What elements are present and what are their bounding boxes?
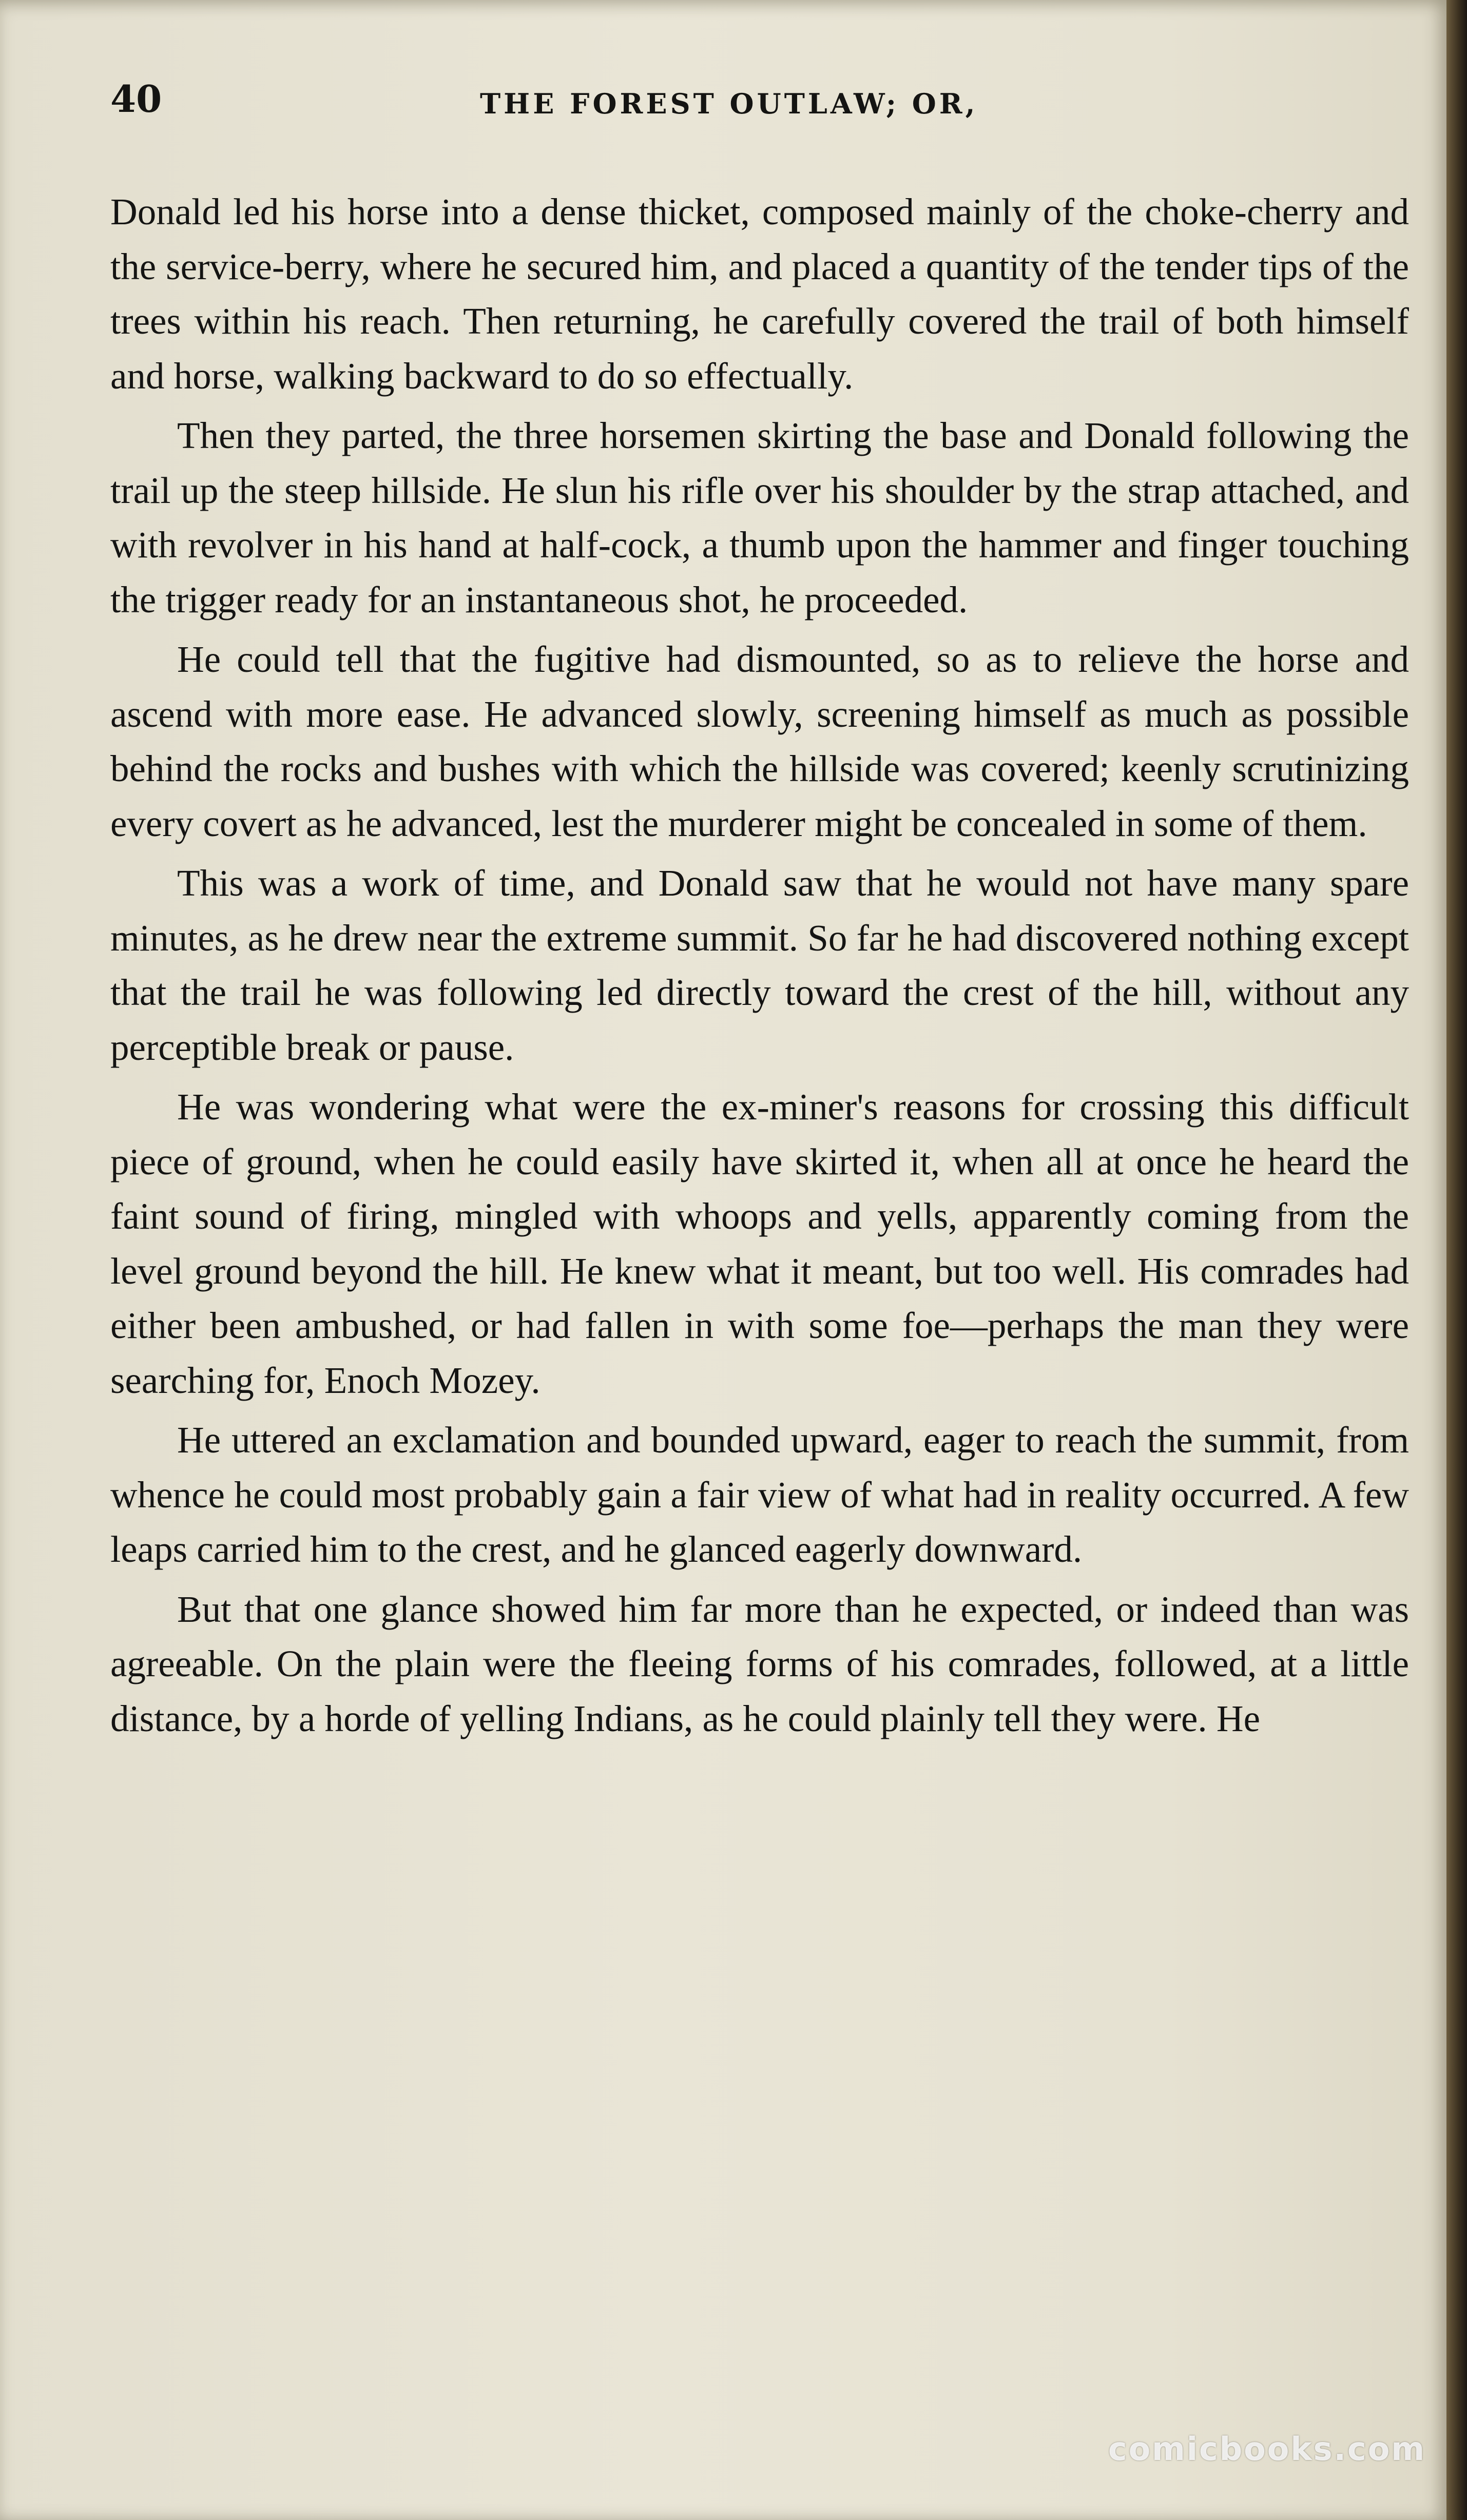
- watermark: comicbooks.com: [1108, 2430, 1426, 2468]
- paragraph-5: He was wondering what were the ex-miner's reasons for crossing this difficult piece of ground, when he could easily have skirted it, when all at once he heard the faint sound of firing, mingled with whoops and yells, apparently coming from the level ground beyond the hill. He knew what it meant, but too well. His comrades had either been ambushed, or had fallen in with some foe—perhaps the man they were searching for, Enoch Mozey.: [110, 1086, 1409, 1401]
- paragraph-7: But that one glance showed him far more than he expected, or indeed than was agreeable. On the plain were the fleeing forms of his comrades, followed, at a little distance, by a horde of yelling Indians, as he could plainly tell they were. He: [110, 1588, 1409, 1739]
- paragraph-1: Donald led his horse into a dense thicket, composed mainly of the choke-cherry and the service-berry, where he secured him, and placed a quantity of the tender tips of the trees within his reach. Then returning, he carefully covered the trail of both himself and horse, walking backward to do so effectually.: [110, 191, 1409, 397]
- body-text: [110, 185, 1409, 1751]
- running-title: THE FOREST OUTLAW; OR,: [480, 87, 978, 120]
- page-number: 40: [110, 77, 162, 121]
- paragraph-2: Then they parted, the three horsemen skirting the base and Donald following the trail up the steep hillside. He slun his rifle over his shoulder by the strap attached, and with revolver in his hand at half-cock, a thumb upon the hammer and finger touching the trigger ready for an instantaneous shot, he proceeded.: [110, 415, 1409, 621]
- paragraph-4: This was a work of time, and Donald saw that he would not have many spare minutes, as he drew near the extreme summit. So far he had discovered nothing except that the trail he was following led directly toward the crest of the hill, without any perceptible break or pause.: [110, 862, 1409, 1068]
- paragraph-3: He could tell that the fugitive had dismounted, so as to relieve the horse and ascend with more ease. He advanced slowly, screening himself as much as possible behind the rocks and bushes with which the hillside was covered; keenly scrutinizing every covert as he advanced, lest the murderer might be concealed in some of them.: [110, 638, 1409, 844]
- page-header: [110, 77, 1409, 133]
- paragraph-6: He uttered an exclamation and bounded upward, eager to reach the summit, from whence he could most probably gain a fair view of what had in reality occurred. A few leaps carried him to the crest, and he glanced eagerly downward.: [110, 1419, 1409, 1570]
- page-edge-shadow: [1446, 0, 1467, 2520]
